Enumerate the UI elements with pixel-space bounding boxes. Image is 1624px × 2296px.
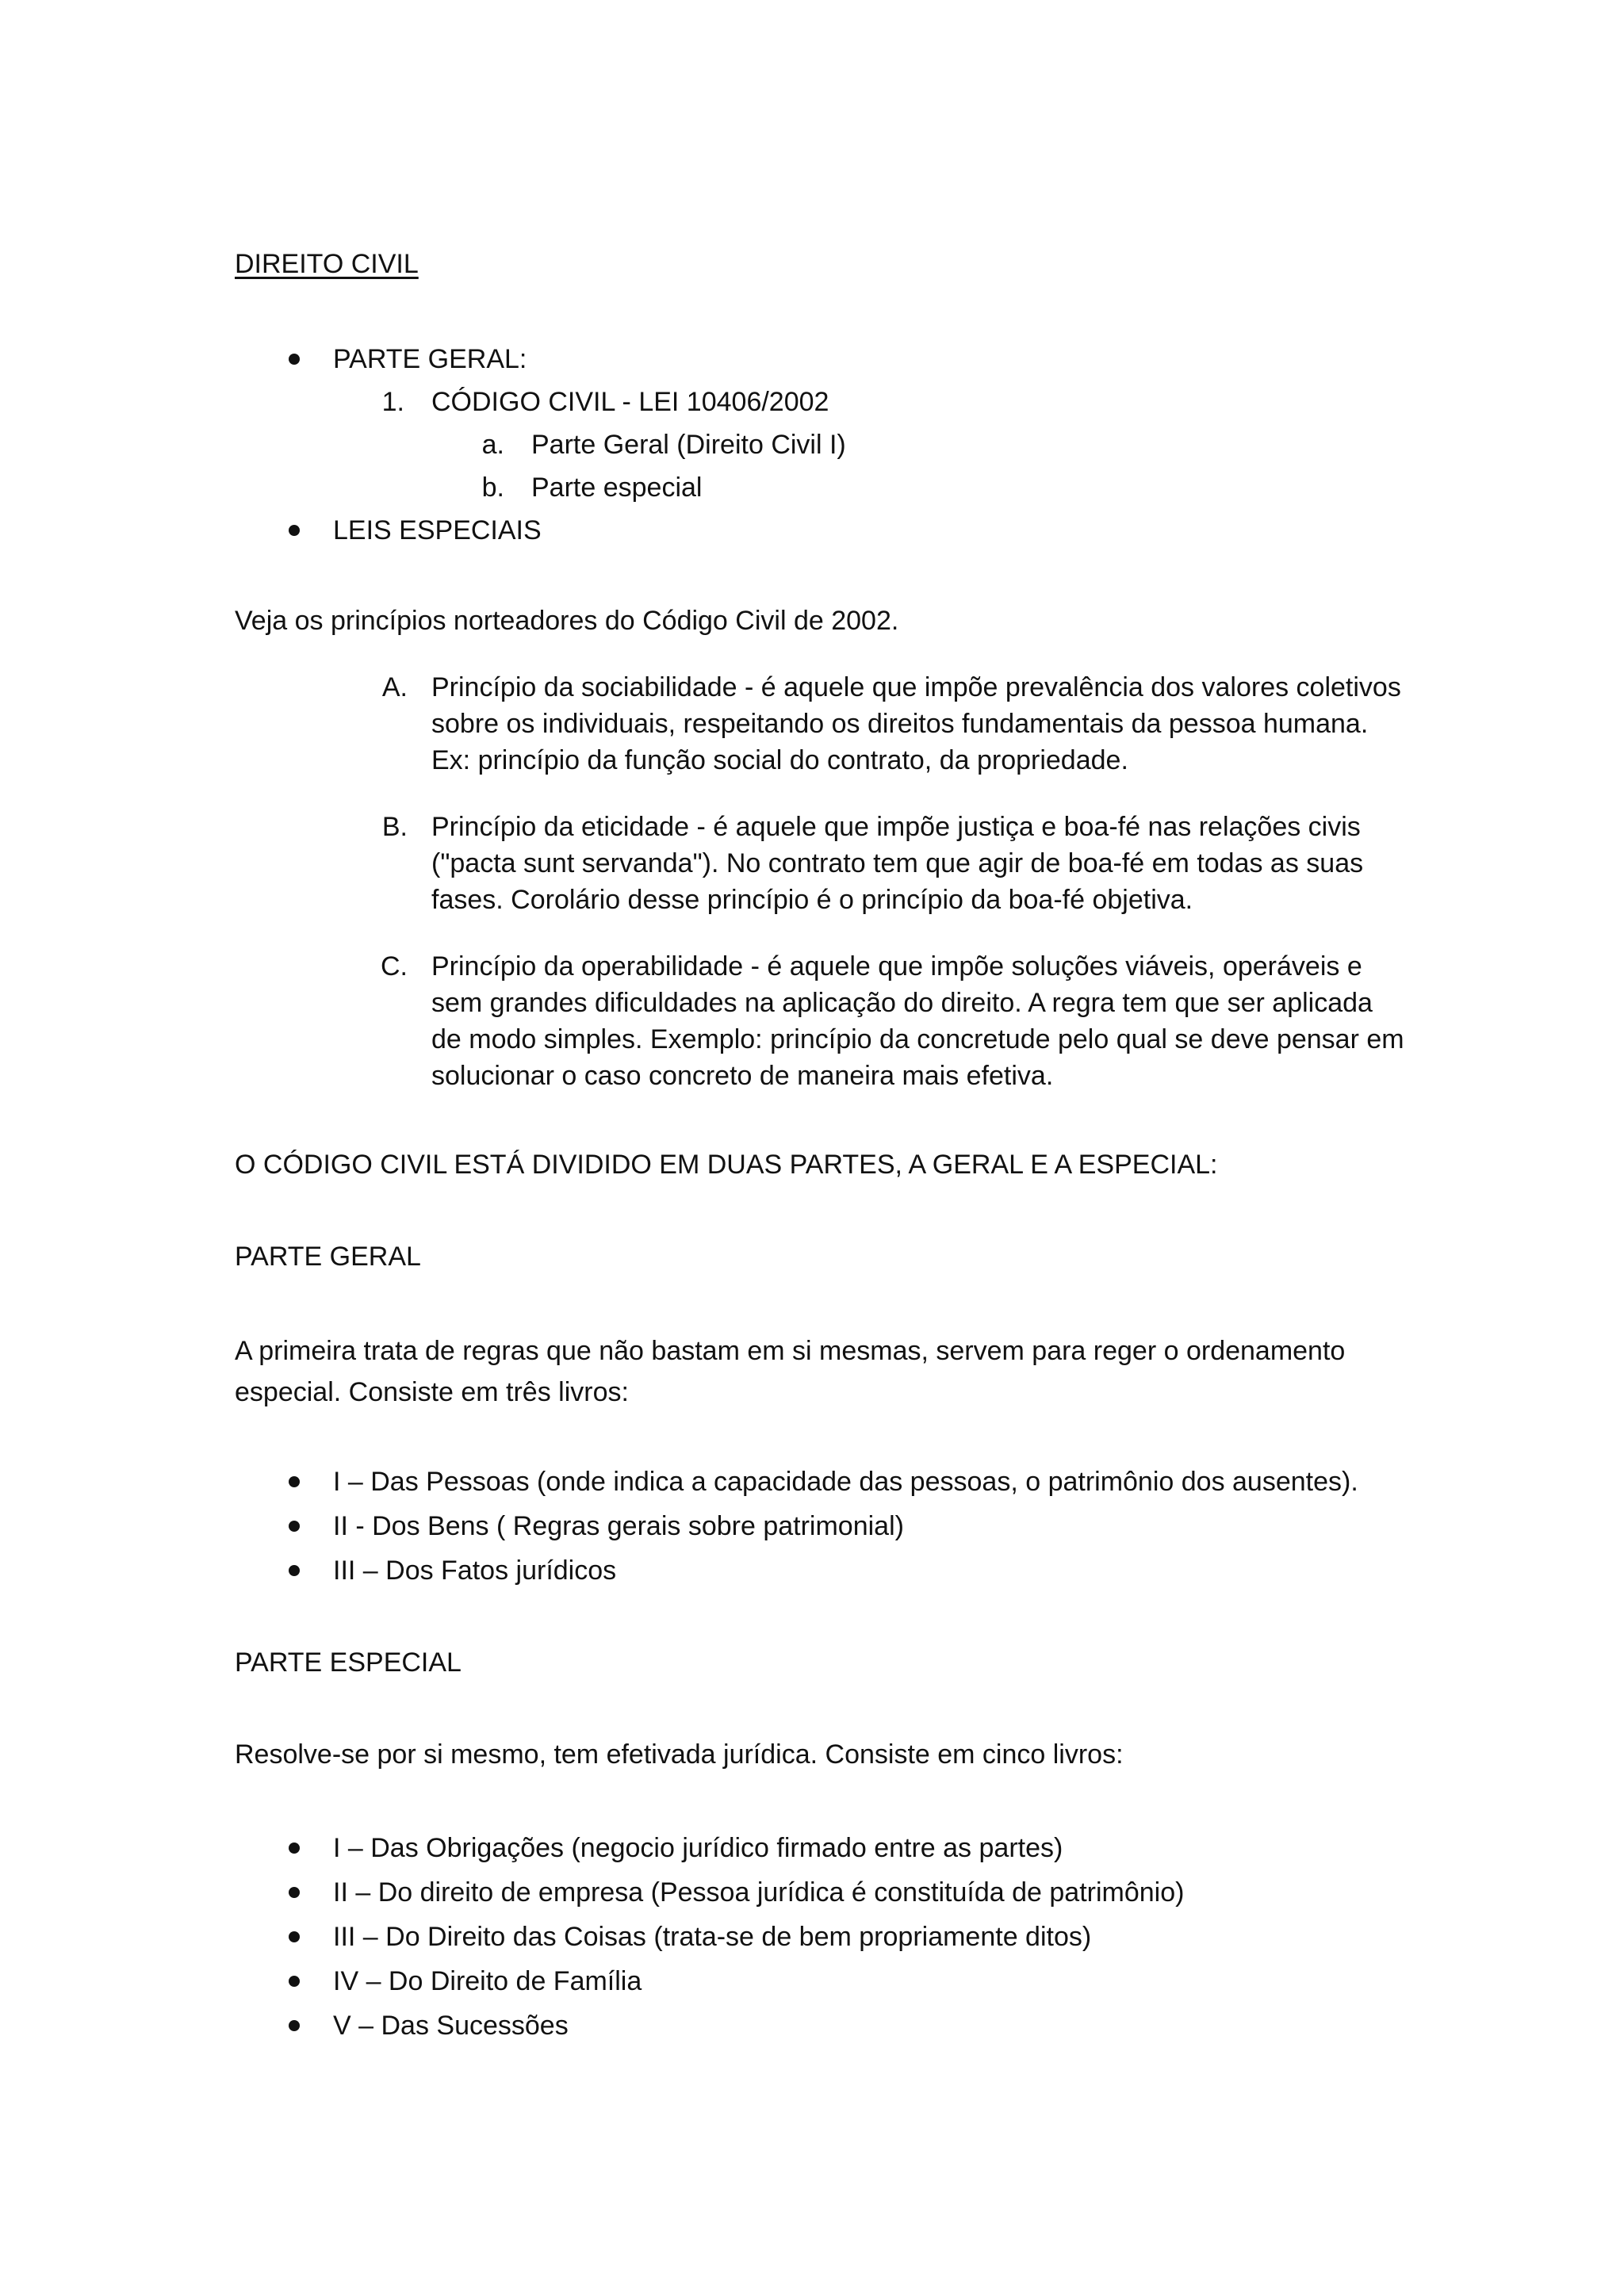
principle-marker: A. (381, 672, 408, 702)
principle-operabilidade: Princípio da operabilidade - é aquele que impõe soluções viáveis, operáveis e sem grandes dificuldades na aplicação do direito. A regra tem que ser aplicada de modo simples. Exemplo: princípio da concretude pelo qual se deve pensar em solucionar o caso concreto de maneira mais efetiva. (431, 951, 1404, 1091)
bullet-icon (289, 1887, 300, 1898)
outline-parte-especial-sub: Parte especial (531, 473, 703, 503)
principle-marker: B. (381, 812, 408, 842)
outline-leis-especiais: LEIS ESPECIAIS (333, 515, 542, 545)
bullet-icon (289, 1565, 300, 1576)
list-item: IV – Do Direito de Família (333, 1966, 642, 1996)
outline-sub-marker: a. (481, 430, 504, 460)
bullet-icon (289, 1976, 300, 1987)
outline-sub-marker: b. (481, 473, 504, 503)
list-item: II – Do direito de empresa (Pessoa jurídica é constituída de patrimônio) (333, 1877, 1185, 1908)
outline-parte-geral-sub: Parte Geral (Direito Civil I) (531, 430, 846, 460)
bullet-icon (289, 1843, 300, 1854)
principle-eticidade: Princípio da eticidade - é aquele que impõe justiça e boa-fé nas relações civis ("pacta sunt servanda"). No contrato tem que agir de boa-fé em todas as suas fases. Corolário desse princípio é o princípio da boa-fé objetiva. (431, 812, 1364, 915)
list-item: II - Dos Bens ( Regras gerais sobre patrimonial) (333, 1511, 904, 1541)
parte-especial-description: Resolve-se por si mesmo, tem efetivada jurídica. Consiste em cinco livros: (235, 1739, 1124, 1770)
outline-parte-geral: PARTE GERAL: (333, 344, 527, 374)
parte-especial-heading: PARTE ESPECIAL (235, 1647, 462, 1678)
bullet-icon (289, 1521, 300, 1532)
list-item: V – Das Sucessões (333, 2011, 569, 2041)
outline-number: 1. (381, 387, 404, 417)
principle-sociabilidade: Princípio da sociabilidade - é aquele que impõe prevalência dos valores coletivos sobre os individuais, respeitando os direitos fundamentais da pessoa humana. Ex: princípio da função social do contrato, da propriedade. (431, 672, 1401, 775)
bullet-icon (289, 525, 300, 536)
list-item: III – Dos Fatos jurídicos (333, 1556, 617, 1586)
list-item: I – Das Pessoas (onde indica a capacidade das pessoas, o patrimônio dos ausentes). (333, 1467, 1358, 1497)
document-title: DIREITO CIVIL (235, 249, 419, 279)
list-item: I – Das Obrigações (negocio jurídico firmado entre as partes) (333, 1833, 1063, 1863)
parte-geral-heading: PARTE GERAL (235, 1242, 421, 1272)
bullet-icon (289, 1476, 300, 1487)
outline-codigo-civil: CÓDIGO CIVIL - LEI 10406/2002 (431, 387, 829, 417)
principles-intro: Veja os princípios norteadores do Código Civil de 2002. (235, 606, 899, 636)
parte-geral-description: A primeira trata de regras que não bastam em si mesmas, servem para reger o ordenamento especial. Consiste em três livros: (235, 1336, 1346, 1407)
principle-marker: C. (381, 951, 408, 982)
bullet-icon (289, 2020, 300, 2031)
bullet-icon (289, 1931, 300, 1942)
bullet-icon (289, 354, 300, 365)
division-heading: O CÓDIGO CIVIL ESTÁ DIVIDIDO EM DUAS PARTES, A GERAL E A ESPECIAL: (235, 1150, 1218, 1180)
list-item: III – Do Direito das Coisas (trata-se de bem propriamente ditos) (333, 1922, 1092, 1952)
